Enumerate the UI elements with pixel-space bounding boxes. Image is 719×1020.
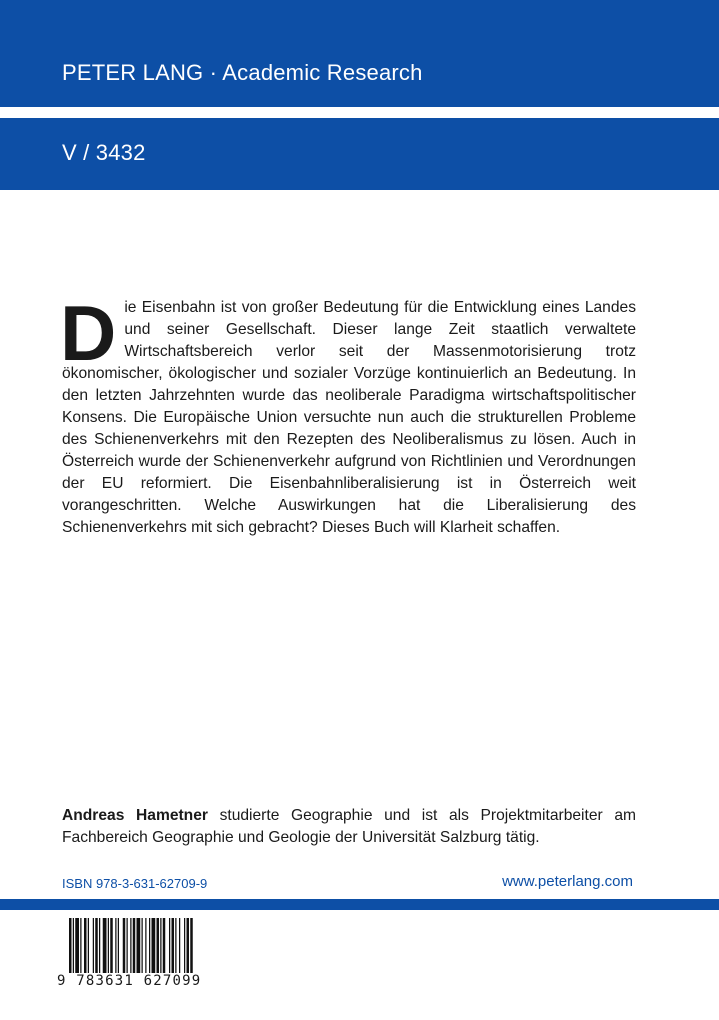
- author-bio: [62, 805, 636, 849]
- back-cover-blurb: [60, 289, 636, 539]
- dropcap: D: [60, 289, 117, 377]
- series-band: [0, 118, 719, 190]
- isbn: ISBN 978-3-631-62709-9: [62, 876, 208, 891]
- series-number: V / 3432: [62, 140, 146, 165]
- footer-rule: [0, 899, 719, 910]
- author-bio-text: studierte Geographie und ist als Projektmitarbeiter am Fachbereich Geographie und Geologie der Universität Salzburg tätig.: [62, 807, 636, 846]
- barcode: [57, 918, 211, 990]
- publisher-url[interactable]: www.peterlang.com: [502, 873, 633, 890]
- barcode-digits: 9 783631 627099: [57, 973, 211, 989]
- publisher-line: PETER LANG · Academic Research: [62, 60, 423, 85]
- blurb-text: ie Eisenbahn ist von großer Bedeutung für die Entwicklung eines Landes und seiner Gesellschaft. Dieser lange Zeit staatlich verwaltete Wirtschaftsbereich verlor seit der Massenmotorisierung trotz ökonomischer, ökologischer und sozialer Vorzüge kontinuierlich an Bedeutung. In den letzten Jahrzehnten wurde das neoliberale Paradigma wirtschaftspolitischer Konsens. Die Europäische Union versuchte nun auch die strukturellen Probleme des Schienenverkehrs mit den Rezepten des Neoliberalismus zu lösen. Auch in Österreich wurde der Schienenverkehr aufgrund von Richtlinien und Verordnungen der EU reformiert. Die Eisenbahnliberalisierung ist in Österreich weit vorangeschritten. Welche Auswirkungen hat die Liberalisierung des Schienenverkehrs mit sich gebracht? Dieses Buch will Klarheit schaffen.: [62, 299, 636, 536]
- publisher-band: [0, 0, 719, 107]
- barcode-bars-icon: [57, 918, 211, 976]
- author-name: Andreas Hametner: [62, 807, 208, 824]
